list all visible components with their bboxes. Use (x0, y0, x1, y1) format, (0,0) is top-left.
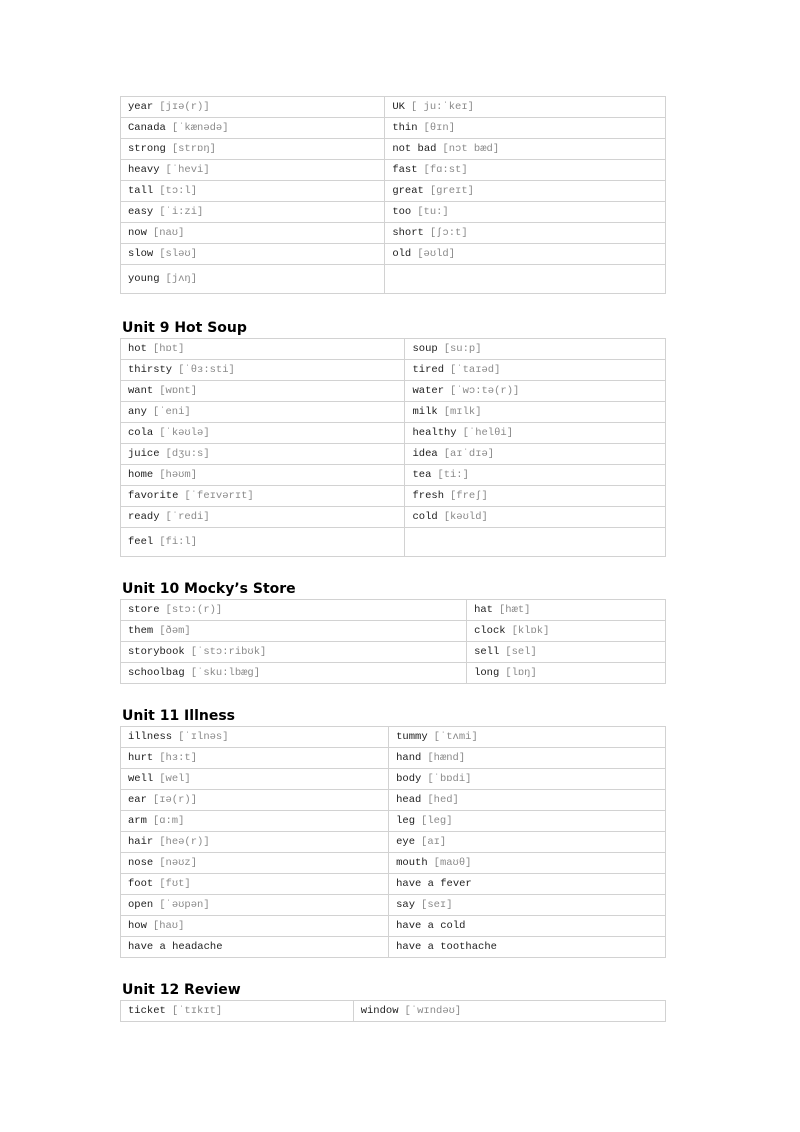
vocab-phonetic: [ˈi:zi] (159, 206, 204, 218)
vocab-cell (121, 600, 467, 621)
vocab-row (121, 160, 666, 181)
vocab-row (121, 118, 666, 139)
vocab-word: foot (128, 878, 154, 890)
vocab-phonetic: [haʊ] (152, 920, 185, 932)
vocab-phonetic: [hɜ:t] (159, 752, 198, 764)
vocab-phonetic: [fi:l] (159, 536, 198, 548)
vocab-phonetic: [heə(r)] (159, 836, 210, 848)
vocab-phonetic: [ti:] (437, 469, 469, 481)
vocab-cell (389, 769, 666, 790)
vocab-word: have a fever (396, 878, 472, 890)
vocab-phonetic: [naʊ] (152, 227, 185, 239)
vocab-word: have a cold (396, 920, 466, 932)
vocab-word: UK (392, 101, 405, 113)
vocab-row (121, 790, 666, 811)
vocab-cell (385, 223, 666, 244)
vocab-cell (121, 790, 389, 811)
vocab-cell (467, 663, 666, 684)
vocab-word: now (128, 227, 147, 239)
vocab-word: ready (128, 511, 160, 523)
vocab-phonetic: [ɪə(r)] (152, 794, 198, 806)
vocab-phonetic: [ˈfeɪvərɪt] (184, 490, 254, 502)
vocab-row (121, 402, 666, 423)
vocab-row (121, 507, 666, 528)
vocab-cell (385, 181, 666, 202)
vocab-cell (389, 811, 666, 832)
vocab-word: say (396, 899, 416, 911)
vocab-phonetic: [ˈsku:lbæg] (190, 667, 261, 679)
vocab-phonetic: [ˈɪlnəs] (178, 731, 229, 743)
vocab-word: tea (412, 469, 432, 481)
vocab-row (121, 853, 666, 874)
vocab-cell (405, 528, 666, 557)
vocab-cell (121, 748, 389, 769)
vocab-word: not bad (392, 143, 437, 155)
vocab-word: old (392, 248, 412, 260)
vocab-phonetic: [ˈtaɪəd] (450, 364, 501, 376)
vocab-word: thin (392, 122, 418, 134)
vocab-word: hat (474, 604, 493, 616)
vocab-cell (405, 444, 666, 465)
vocab-cell (121, 244, 385, 265)
vocab-word: head (396, 794, 422, 806)
vocab-cell (121, 832, 389, 853)
vocab-cell (405, 465, 666, 486)
vocab-word: want (128, 385, 154, 397)
vocab-word: milk (412, 406, 438, 418)
vocab-cell (121, 769, 389, 790)
vocab-phonetic: [freʃ] (450, 490, 488, 502)
vocab-cell (405, 381, 666, 402)
vocab-cell (385, 97, 666, 118)
vocab-row (121, 97, 666, 118)
vocab-word: hot (128, 343, 147, 355)
vocab-cell (405, 507, 666, 528)
vocab-phonetic: [ˈbɒdi] (427, 773, 472, 785)
vocab-cell (121, 486, 405, 507)
vocab-phonetic: [əʊld] (417, 248, 456, 260)
vocab-cell (405, 360, 666, 381)
vocab-phonetic: [ˈhelθi] (462, 427, 514, 439)
vocab-cell (121, 160, 385, 181)
vocab-cell (389, 790, 666, 811)
vocab-row (121, 202, 666, 223)
vocab-phonetic: [hænd] (427, 752, 466, 764)
vocab-phonetic: [leg] (421, 815, 453, 827)
vocab-row (121, 265, 666, 294)
vocab-cell (467, 600, 666, 621)
vocab-word: water (412, 385, 444, 397)
unit-11-vocab-table (120, 726, 666, 958)
vocab-word: eye (396, 836, 416, 848)
vocab-phonetic: [maʊθ] (433, 857, 472, 869)
vocab-phonetic: [klɒk] (511, 625, 550, 637)
vocab-phonetic: [tɔ:l] (159, 185, 198, 197)
vocab-cell (121, 181, 385, 202)
vocab-phonetic: [ˈhevi] (165, 164, 210, 176)
vocab-phonetic: [ʃɔ:t] (429, 227, 468, 239)
vocab-cell (121, 621, 467, 642)
vocab-word: store (128, 604, 160, 616)
vocab-word: idea (412, 448, 438, 460)
vocab-word: short (392, 227, 424, 239)
vocab-word: easy (128, 206, 154, 218)
vocab-word: body (396, 773, 422, 785)
vocab-cell (121, 916, 389, 937)
vocab-word: thirsty (128, 364, 173, 376)
vocab-cell (121, 465, 405, 486)
vocab-phonetic: [ˈkænədə] (171, 122, 229, 134)
vocab-word: Canada (128, 122, 166, 134)
vocab-word: hair (128, 836, 154, 848)
vocab-cell (405, 339, 666, 360)
vocab-cell (389, 853, 666, 874)
vocab-cell (389, 937, 666, 958)
vocab-word: arm (128, 815, 147, 827)
vocab-row (121, 486, 666, 507)
vocab-phonetic: [θɪn] (423, 122, 456, 134)
vocab-phonetic: [mɪlk] (443, 406, 482, 418)
vocab-cell (121, 853, 389, 874)
vocab-cell (389, 895, 666, 916)
vocab-phonetic: [aɪˈdɪə] (443, 448, 495, 460)
vocab-cell (385, 265, 666, 294)
vocab-word: young (128, 273, 160, 285)
vocab-word: have a toothache (396, 941, 497, 953)
vocab-cell (121, 937, 389, 958)
vocab-phonetic: [həʊm] (159, 469, 198, 481)
unit-11-heading: Unit 11 Illness (122, 708, 235, 724)
vocab-row (121, 748, 666, 769)
vocab-cell (121, 727, 389, 748)
vocab-word: tall (128, 185, 154, 197)
vocab-cell (121, 360, 405, 381)
vocab-phonetic: [sləʊ] (159, 248, 198, 260)
vocab-cell (121, 97, 385, 118)
vocab-phonetic: [lɒŋ] (505, 667, 537, 679)
vocab-cell (121, 265, 385, 294)
vocab-row (121, 937, 666, 958)
vocab-word: ticket (128, 1005, 166, 1017)
vocab-phonetic: [nəʊz] (159, 857, 198, 869)
vocab-cell (121, 895, 389, 916)
vocab-row (121, 444, 666, 465)
vocab-cell (467, 642, 666, 663)
vocab-word: them (128, 625, 154, 637)
vocab-phonetic: [ɑ:m] (152, 815, 185, 827)
vocab-phonetic: [ˈeni] (152, 406, 191, 418)
vocab-word: long (474, 667, 500, 679)
vocab-cell (121, 1001, 354, 1022)
unit-10-vocab-table (120, 599, 666, 684)
vocab-row (121, 223, 666, 244)
vocab-word: hand (396, 752, 422, 764)
vocab-row (121, 663, 666, 684)
vocab-word: great (392, 185, 424, 197)
vocab-row (121, 600, 666, 621)
vocab-cell (467, 621, 666, 642)
vocab-cell (389, 874, 666, 895)
vocab-word: window (360, 1005, 399, 1017)
vocab-row (121, 381, 666, 402)
vocab-cell (385, 160, 666, 181)
vocab-phonetic: [jʌŋ] (165, 273, 198, 285)
vocab-phonetic: [ðəm] (159, 625, 191, 637)
vocab-cell (121, 118, 385, 139)
vocab-row (121, 465, 666, 486)
vocab-cell (121, 444, 405, 465)
vocab-cell (121, 339, 405, 360)
vocab-cell (389, 727, 666, 748)
vocab-word: cold (412, 511, 438, 523)
vocab-word: have a headache (128, 941, 223, 953)
vocab-word: hurt (128, 752, 154, 764)
vocab-row (121, 139, 666, 160)
vocab-cell (405, 423, 666, 444)
unit-9-heading: Unit 9 Hot Soup (122, 320, 247, 336)
vocab-cell (121, 874, 389, 895)
vocab-word: too (392, 206, 412, 218)
vocab-word: tummy (396, 731, 428, 743)
vocab-cell (121, 402, 405, 423)
vocab-word: open (128, 899, 154, 911)
vocab-phonetic: [aɪ] (421, 836, 447, 848)
vocab-cell (389, 748, 666, 769)
vocab-phonetic: [ˈθɜ:sti] (178, 364, 235, 376)
vocab-phonetic: [ˈwɪndəʊ] (404, 1005, 462, 1017)
vocab-row (121, 181, 666, 202)
vocab-row (121, 769, 666, 790)
unit-12-heading: Unit 12 Review (122, 982, 241, 998)
vocab-cell (121, 507, 405, 528)
vocab-word: strong (128, 143, 166, 155)
vocab-phonetic: [fʊt] (159, 878, 191, 890)
vocab-word: sell (474, 646, 500, 658)
vocab-phonetic: [strɒŋ] (171, 143, 216, 155)
vocab-row (121, 244, 666, 265)
vocab-word: slow (128, 248, 154, 260)
vocab-phonetic: [ˈwɔ:tə(r)] (450, 385, 520, 397)
vocab-cell (121, 223, 385, 244)
vocab-word: cola (128, 427, 154, 439)
vocab-phonetic: [dʒu:s] (165, 448, 210, 460)
vocab-row (121, 1001, 666, 1022)
vocab-word: mouth (396, 857, 428, 869)
vocab-cell (385, 139, 666, 160)
vocab-phonetic: [ˈstɔ:ribʊk] (190, 646, 267, 658)
vocab-phonetic: [ˈəʊpən] (159, 899, 210, 911)
vocab-phonetic: [stɔ:(r)] (165, 604, 223, 616)
vocab-table-continued (120, 96, 666, 294)
vocab-word: fast (392, 164, 418, 176)
vocab-phonetic: [su:p] (443, 343, 482, 355)
vocab-phonetic: [ ju:ˈkeɪ] (410, 101, 474, 113)
vocab-word: juice (128, 448, 160, 460)
vocab-cell (121, 811, 389, 832)
vocab-word: schoolbag (128, 667, 185, 679)
vocab-cell (121, 663, 467, 684)
vocab-row (121, 895, 666, 916)
vocab-phonetic: [seɪ] (421, 899, 453, 911)
vocab-row (121, 423, 666, 444)
vocab-row (121, 621, 666, 642)
vocab-phonetic: [ˈtɪkɪt] (171, 1005, 223, 1017)
vocab-word: leg (396, 815, 416, 827)
vocab-row (121, 360, 666, 381)
vocab-row (121, 528, 666, 557)
vocab-word: illness (128, 731, 173, 743)
vocab-cell (389, 916, 666, 937)
vocab-row (121, 727, 666, 748)
vocab-word: nose (128, 857, 154, 869)
vocab-word: ear (128, 794, 147, 806)
unit-10-heading: Unit 10 Mocky’s Store (122, 581, 296, 597)
vocab-word: favorite (128, 490, 179, 502)
unit-9-vocab-table (120, 338, 666, 557)
vocab-phonetic: [sel] (505, 646, 537, 658)
vocab-word: how (128, 920, 147, 932)
vocab-phonetic: [ˈkəʊlə] (159, 427, 210, 439)
vocab-word: heavy (128, 164, 160, 176)
vocab-cell (385, 202, 666, 223)
vocab-word: home (128, 469, 154, 481)
vocab-cell (121, 139, 385, 160)
vocab-row (121, 874, 666, 895)
vocab-word: healthy (412, 427, 457, 439)
vocab-row (121, 916, 666, 937)
vocab-word: any (128, 406, 147, 418)
vocab-cell (121, 423, 405, 444)
vocab-phonetic: [hed] (427, 794, 459, 806)
vocab-phonetic: [tu:] (417, 206, 449, 218)
vocab-cell (121, 642, 467, 663)
vocab-cell (385, 118, 666, 139)
vocab-word: storybook (128, 646, 185, 658)
vocab-cell (385, 244, 666, 265)
vocab-cell (405, 486, 666, 507)
vocab-phonetic: [hæt] (498, 604, 531, 616)
vocab-phonetic: [ˈredi] (165, 511, 210, 523)
vocab-phonetic: [ˈtʌmi] (433, 731, 478, 743)
vocab-cell (389, 832, 666, 853)
vocab-cell (121, 381, 405, 402)
vocab-phonetic: [fɑ:st] (423, 164, 468, 176)
unit-12-vocab-table (120, 1000, 666, 1022)
vocab-word: feel (128, 536, 154, 548)
vocab-cell (353, 1001, 665, 1022)
vocab-word: soup (412, 343, 438, 355)
vocab-word: fresh (412, 490, 444, 502)
vocab-word: well (128, 773, 154, 785)
vocab-phonetic: [kəʊld] (443, 511, 488, 523)
vocab-row (121, 339, 666, 360)
vocab-cell (405, 402, 666, 423)
vocab-word: tired (412, 364, 444, 376)
vocab-phonetic: [jɪə(r)] (159, 101, 210, 113)
vocab-phonetic: [wel] (159, 773, 191, 785)
vocab-row (121, 642, 666, 663)
vocab-row (121, 832, 666, 853)
vocab-phonetic: [wɒnt] (159, 385, 198, 397)
vocab-word: clock (474, 625, 506, 637)
vocab-cell (121, 202, 385, 223)
vocab-phonetic: [greɪt] (429, 185, 474, 197)
vocab-phonetic: [hɒt] (152, 343, 185, 355)
vocab-row (121, 811, 666, 832)
vocab-phonetic: [nɔt bæd] (442, 143, 500, 155)
vocab-word: year (128, 101, 154, 113)
vocab-cell (121, 528, 405, 557)
